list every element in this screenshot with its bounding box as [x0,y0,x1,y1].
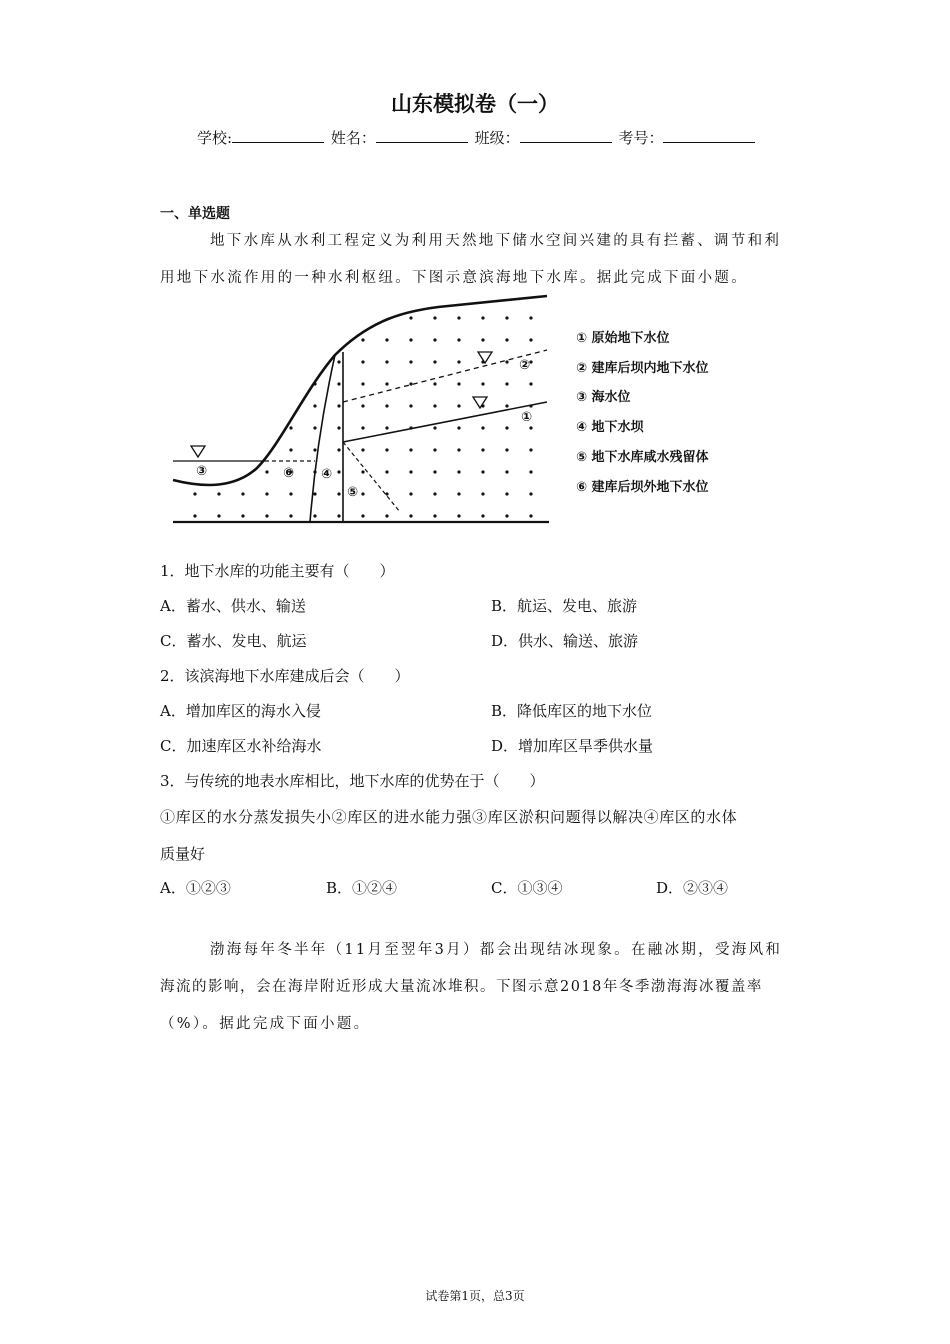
marker-dam: ④ [321,467,333,482]
legend-item-5: ⑤ 地下水库咸水残留体 [576,450,709,465]
question-3-text-line-1: ①库区的水分蒸发损失小②库区的进水能力强③库区淤积问题得以解决④库区的水体 [160,808,738,826]
intro-line-1: 地下水库从水利工程定义为利用天然地下储水空间兴建的具有拦蓄、调节和利 [210,233,782,249]
intro2-line-1: 渤海每年冬半年（11月至翌年3月）都会出现结冰现象。在融冰期，受海风和 [210,942,783,958]
question-3-option-c[interactable]: C．①③④ [491,879,563,897]
question-1-stem: 1．地下水库的功能主要有（ ） [160,562,395,580]
marker-saltwater-residual: ⑤ [347,485,359,500]
section-heading: 一、单选题 [160,206,230,222]
question-2-option-a[interactable]: A．增加库区的海水入侵 [160,702,321,720]
school-label: 学校: [197,129,233,147]
class-blank[interactable] [520,128,612,143]
question-1-option-d[interactable]: D．供水、输送、旅游 [491,632,639,650]
legend-item-3: ③ 海水位 [576,390,631,405]
question-3-option-a[interactable]: A．①②③ [160,879,231,897]
question-2-stem: 2．该滨海地下水库建成后会（ ） [160,667,410,685]
name-blank[interactable] [376,128,468,143]
legend-item-1: ① 原始地下水位 [576,331,670,346]
page-title: 山东模拟卷（一） [391,92,559,116]
question-3-text-line-2: 质量好 [160,845,206,863]
reservoir-diagram [165,290,565,530]
legend-item-2: ② 建库后坝内地下水位 [576,361,709,376]
question-1-option-b[interactable]: B．航运、发电、旅游 [491,597,638,615]
question-3-option-b[interactable]: B．①②④ [326,879,398,897]
exam-number-blank[interactable] [663,128,755,143]
class-label: 班级： [474,129,520,147]
marker-outer-groundwater: ⑥ [283,466,295,481]
marker-inner-groundwater: ② [519,358,531,373]
marker-sea-level: ③ [196,464,208,479]
marker-original-groundwater: ① [521,410,533,425]
question-3-stem: 3．与传统的地表水库相比，地下水库的优势在于（ ） [160,772,545,790]
intro-line-2: 用地下水流作用的一种水利枢纽。下图示意滨海地下水库。据此完成下面小题。 [160,270,748,286]
name-label: 姓名： [330,129,376,147]
question-2-option-b[interactable]: B．降低库区的地下水位 [491,702,653,720]
student-info-line [197,127,757,148]
question-1-option-a[interactable]: A．蓄水、供水、输送 [160,597,306,615]
question-3-option-d[interactable]: D．②③④ [656,879,729,897]
intro2-line-2: 海流的影响，会在海岸附近形成大量流冰堆积。下图示意2018年冬季渤海海冰覆盖率 [160,979,763,995]
school-blank[interactable] [232,128,324,143]
question-2-option-d[interactable]: D．增加库区旱季供水量 [491,737,654,755]
question-2-option-c[interactable]: C．加速库区水补给海水 [160,737,322,755]
page-footer: 试卷第1页，总3页 [425,1289,525,1303]
intro2-line-3: （%）。据此完成下面小题。 [160,1016,371,1032]
question-1-option-c[interactable]: C．蓄水、发电、航运 [160,632,307,650]
exam-number-label: 考号： [618,129,664,147]
legend-item-4: ④ 地下水坝 [576,420,644,435]
legend-item-6: ⑥ 建库后坝外地下水位 [576,480,709,495]
